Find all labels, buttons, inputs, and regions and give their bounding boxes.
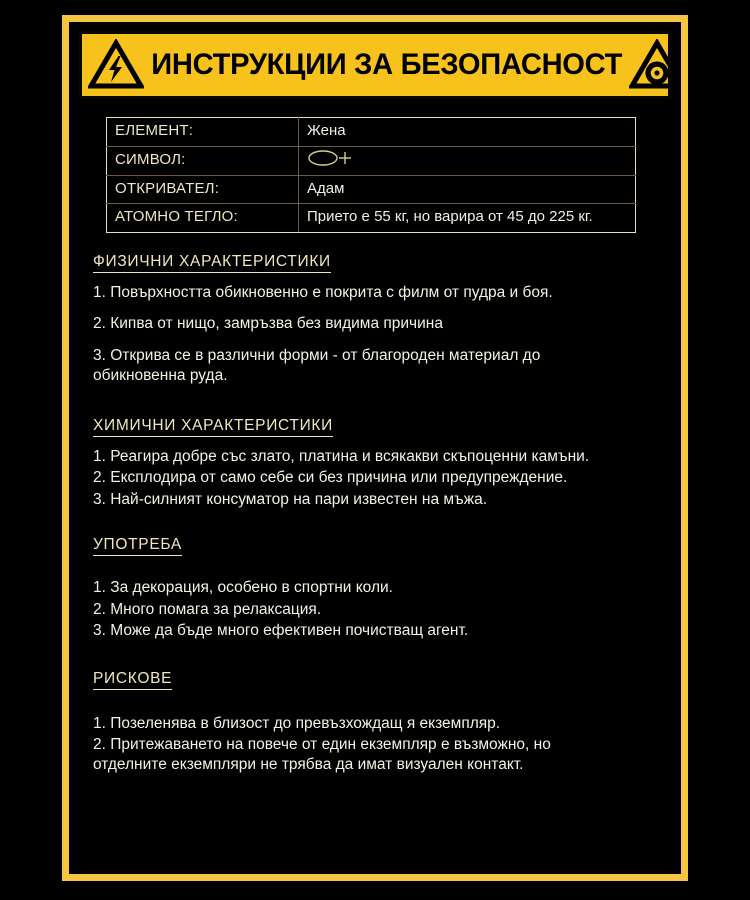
table-row (107, 175, 636, 204)
table-row (107, 146, 636, 175)
section-items (93, 447, 653, 510)
list-item: 3. Може да бъде много ефективен почистващ агент. (93, 622, 469, 640)
list-item: 1. Позеленява в близост до превъзхождащ я екземпляр. (93, 714, 501, 732)
section-chemical-characteristics (93, 417, 653, 510)
spec-label: ОТКРИВАТЕЛ: (107, 175, 299, 204)
section-usage (93, 536, 653, 641)
venus-female-symbol (307, 149, 353, 167)
poster-title: ИНСТРУКЦИИ ЗА БЕЗОПАСНОСТ (151, 48, 623, 81)
spec-label: СИМВОЛ: (107, 146, 299, 175)
list-item: 2. Много помага за релаксация. (93, 600, 322, 618)
spec-value: Прието е 55 кг, но варира от 45 до 225 кг. (299, 204, 636, 233)
section-heading: ФИЗИЧНИ ХАРАКТЕРИСТИКИ (93, 253, 331, 273)
list-item: 1. Реагира добре със злато, платина и всякакви скъпоценни камъни. (93, 447, 590, 465)
table-row (107, 204, 636, 233)
section-items (93, 578, 653, 641)
spec-label: ЕЛЕМЕНТ: (107, 118, 299, 147)
spec-value-symbol (299, 146, 636, 175)
electric-hazard-icon (88, 39, 144, 91)
element-spec-table (106, 117, 636, 233)
section-items (93, 714, 653, 776)
list-item: 3. Открива се в различни форми - от благороден материал до обикновенна руда. (93, 346, 541, 385)
spec-value: Адам (299, 175, 636, 204)
section-items (93, 283, 653, 387)
radiation-hazard-icon (629, 39, 671, 91)
poster-inner-area (69, 22, 681, 874)
list-item: 1. Повърхността обикновенно е покрита с филм от пудра и боя. (93, 284, 553, 301)
spec-label: АТОМНО ТЕГЛО: (107, 204, 299, 233)
list-item: 2. Експлодира от само себе си без причина или предупреждение. (93, 469, 568, 487)
section-risks (93, 670, 653, 776)
safety-poster (62, 15, 688, 881)
list-item: 1. За декорация, особено в спортни коли. (93, 579, 393, 597)
section-heading: УПОТРЕБА (93, 536, 182, 556)
list-item: 3. Най-силният консуматор на пари известен на мъжа. (93, 490, 488, 508)
section-heading: РИСКОВЕ (93, 670, 172, 690)
spec-value: Жена (299, 118, 636, 147)
section-heading: ХИМИЧНИ ХАРАКТЕРИСТИКИ (93, 417, 333, 437)
list-item: 2. Притежаването на повече от един екземпляр е възможно, но отделните екземпляри не трябва да имат визуален контакт. (93, 735, 551, 774)
poster-sections (93, 253, 653, 776)
section-physical-characteristics (93, 253, 653, 387)
table-row (107, 118, 636, 147)
list-item: 2. Кипва от нищо, замръзва без видима причина (93, 315, 443, 333)
poster-header-banner (79, 31, 671, 99)
